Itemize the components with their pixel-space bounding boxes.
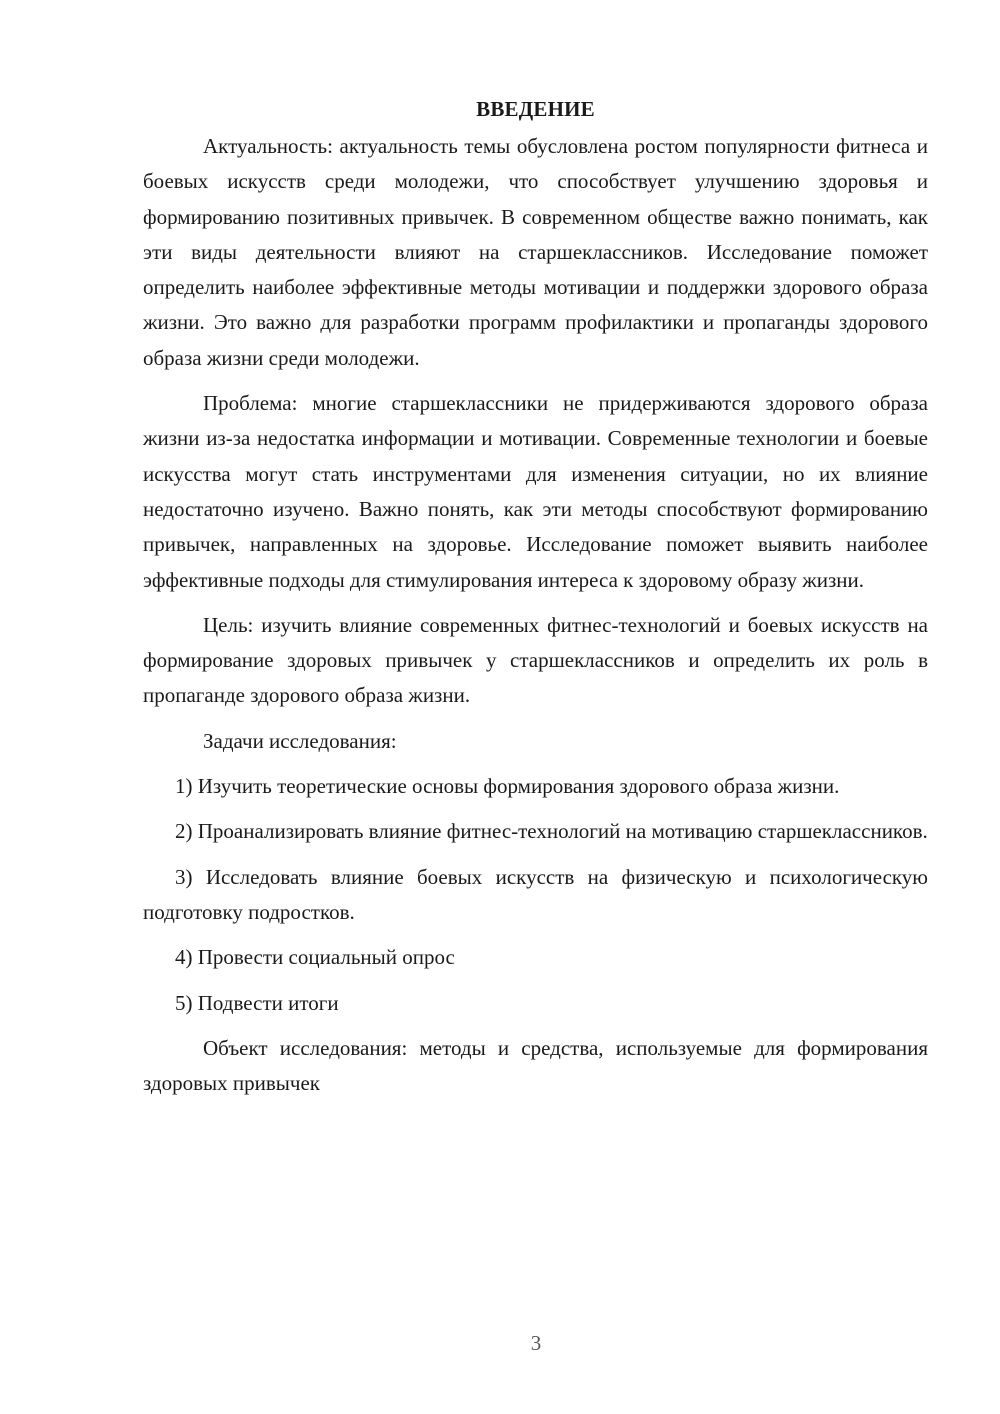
task-item-2: 2) Проанализировать влияние фитнес-технологий на мотивацию старшеклассников.	[175, 819, 928, 844]
page-number: 3	[530, 1331, 542, 1355]
task-item-1: 1) Изучить теоретические основы формирования здорового образа жизни.	[175, 774, 840, 799]
relevance-paragraph: Актуальность: актуальность темы обусловлена ростом популярности фитнеса и боевых искусств среди молодежи, что способствует улучшению здоровья и формированию позитивных привычек. В современном обществе важно понимать, как эти виды деятельности влияют на старшеклассников. Исследование поможет определить наиболее эффективные методы мотивации и поддержки здорового образа жизни. Это важно для разработки программ профилактики и пропаганды здорового образа жизни среди молодежи.	[143, 134, 928, 370]
section-title: ВВЕДЕНИЕ	[476, 97, 595, 121]
task-item-3: 3) Исследовать влияние боевых искусств на физическую и психологическую подготовку подростков.	[143, 864, 928, 924]
object-paragraph: Объект исследования: методы и средства, используемые для формирования здоровых привычек	[143, 1035, 928, 1096]
task-item-4: 4) Провести социальный опрос	[175, 945, 455, 970]
task-item-5: 5) Подвести итоги	[175, 990, 339, 1015]
goal-paragraph: Цель: изучить влияние современных фитнес-технологий и боевых искусств на формирование здоровых привычек у старшеклассников и определить их роль в пропаганде здорового образа жизни.	[143, 612, 928, 708]
document-page	[143, 92, 928, 1101]
tasks-heading: Задачи исследования:	[203, 728, 397, 753]
problem-paragraph: Проблема: многие старшеклассники не придерживаются здорового образа жизни из-за недостатка информации и мотивации. Современные технологии и боевые искусства могут стать инструментами для изменения ситуации, но их влияние недостаточно изучено. Важно понять, как эти методы способствуют формированию привычек, направленных на здоровье. Исследование поможет выявить наиболее эффективные подходы для стимулирования интереса к здоровому образу жизни.	[143, 391, 928, 592]
